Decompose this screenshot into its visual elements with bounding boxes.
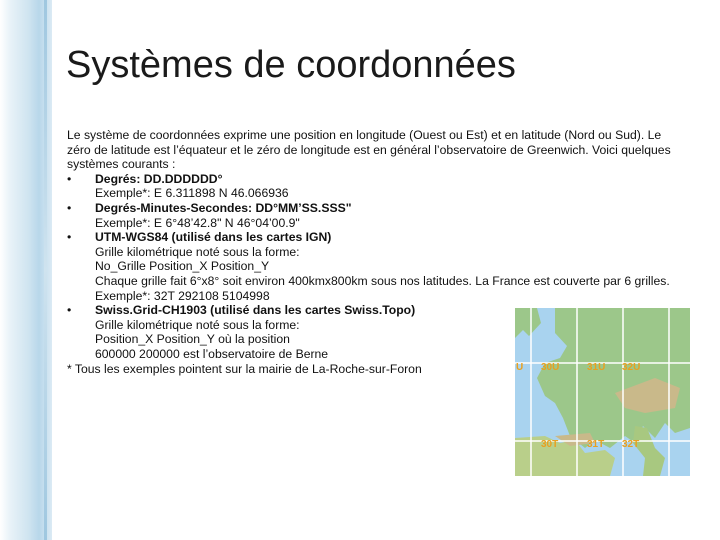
bullet-icon: • bbox=[67, 303, 72, 318]
item-line: Position_X Position_Y où la position bbox=[95, 332, 290, 347]
decorative-side-line bbox=[44, 0, 47, 540]
item-line: Grille kilométrique noté sous la forme: bbox=[95, 317, 300, 332]
bullet-icon: • bbox=[67, 171, 72, 186]
bullet-icon: • bbox=[67, 230, 72, 245]
item-heading: Degrés: DD.DDDDDD° bbox=[95, 171, 223, 186]
zone-label: 30T bbox=[541, 439, 559, 450]
zone-label: 32U bbox=[622, 362, 641, 373]
zone-label: U bbox=[516, 362, 524, 373]
footnote: * Tous les exemples pointent sur la mairie de La-Roche-sur-Foron bbox=[67, 361, 422, 376]
list-item-dms bbox=[67, 201, 687, 230]
item-line: Chaque grille fait 6°x8° soit environ 400kmx800km sous nos latitudes. La France est couverte par 6 grilles. bbox=[95, 273, 670, 288]
list-item-utm bbox=[67, 230, 687, 303]
intro-paragraph: Le système de coordonnées exprime une position en longitude (Ouest ou Est) et en latitude (Nord ou Sud). Le zéro de latitude est l’équateur et le zéro de longitude est en général l’observatoire de Greenwich. Voici quelques systèmes courants : bbox=[67, 128, 671, 172]
zone-label: 31U bbox=[587, 362, 606, 373]
zone-label: 32T bbox=[622, 439, 640, 450]
item-line: Exemple*: 32T 292108 5104998 bbox=[95, 288, 270, 303]
bullet-icon: • bbox=[67, 200, 72, 215]
utm-zone-map bbox=[515, 308, 690, 476]
slide-title: Systèmes de coordonnées bbox=[66, 44, 516, 86]
item-line: Exemple*: E 6°48’42.8" N 46°04’00.9" bbox=[95, 215, 300, 230]
item-heading: Swiss.Grid-CH1903 (utilisé dans les cartes Swiss.Topo) bbox=[95, 303, 416, 318]
item-line: Exemple*: E 6.311898 N 46.066936 bbox=[95, 186, 289, 201]
list-item-degres bbox=[67, 172, 687, 201]
item-line: Grille kilométrique noté sous la forme: bbox=[95, 244, 300, 259]
zone-label: 31T bbox=[587, 439, 605, 450]
item-heading: Degrés-Minutes-Secondes: DD°MM’SS.SSS" bbox=[95, 200, 352, 215]
zone-label: 30U bbox=[541, 362, 560, 373]
item-line: 600000 200000 est l’observatoire de Berne bbox=[95, 346, 329, 361]
utm-zone-map-image bbox=[515, 308, 690, 476]
item-heading: UTM-WGS84 (utilisé dans les cartes IGN) bbox=[95, 230, 332, 245]
item-line: No_Grille Position_X Position_Y bbox=[95, 259, 270, 274]
